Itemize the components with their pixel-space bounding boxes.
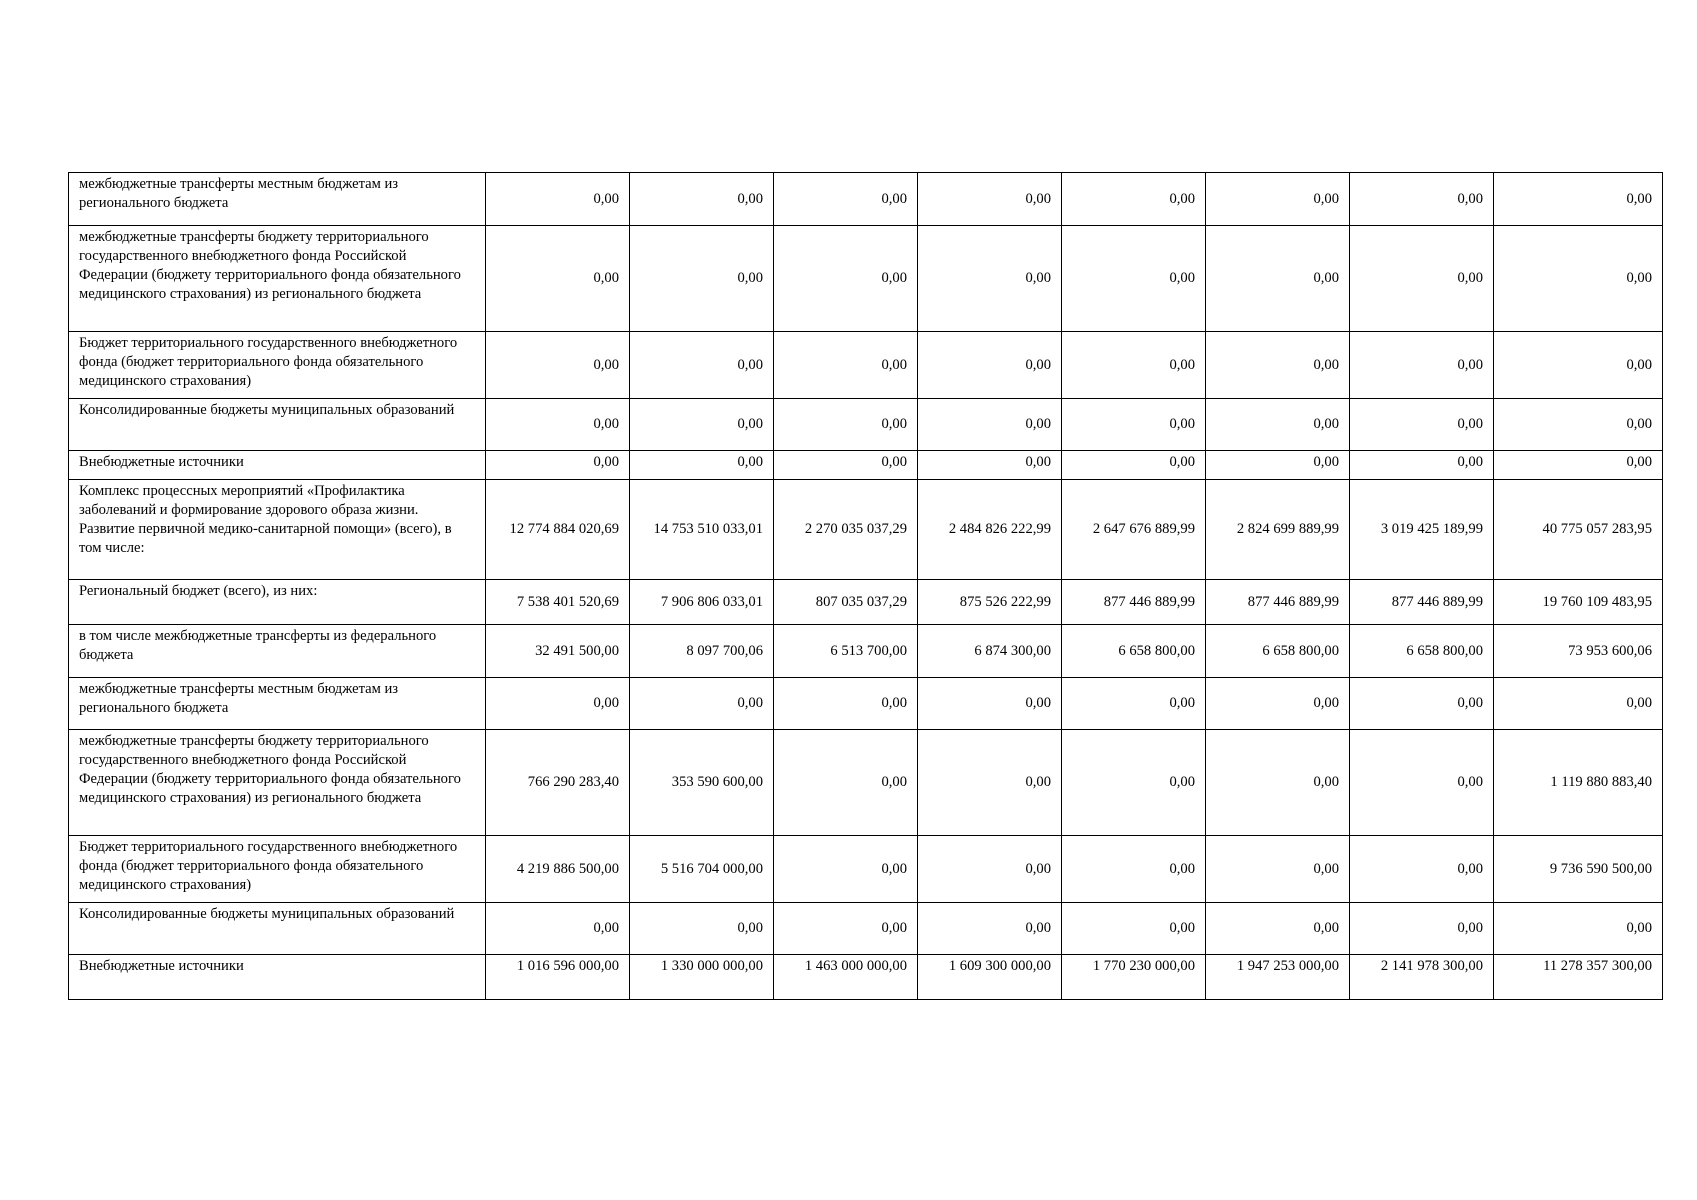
row-label: межбюджетные трансферты местным бюджетам из регионального бюджета xyxy=(69,678,486,730)
row-value: 0,00 xyxy=(1062,903,1206,955)
row-total-value: 40 775 057 283,95 xyxy=(1494,480,1663,580)
row-total-value: 0,00 xyxy=(1494,332,1663,399)
row-value: 2 824 699 889,99 xyxy=(1206,480,1350,580)
row-value: 0,00 xyxy=(1350,678,1494,730)
row-label: Бюджет территориального государственного внебюджетного фонда (бюджет территориального фонда обязательного медицинского страхования) xyxy=(69,836,486,903)
row-total-value: 0,00 xyxy=(1494,173,1663,226)
row-value: 0,00 xyxy=(1206,173,1350,226)
table-row xyxy=(69,625,1663,678)
row-value: 807 035 037,29 xyxy=(774,580,918,625)
row-value: 32 491 500,00 xyxy=(486,625,630,678)
row-value: 1 947 253 000,00 xyxy=(1206,955,1350,1000)
row-value: 6 658 800,00 xyxy=(1206,625,1350,678)
row-value: 0,00 xyxy=(1206,226,1350,332)
row-value: 7 538 401 520,69 xyxy=(486,580,630,625)
row-value: 0,00 xyxy=(774,332,918,399)
row-value: 875 526 222,99 xyxy=(918,580,1062,625)
table-row xyxy=(69,226,1663,332)
table-row xyxy=(69,332,1663,399)
row-value: 877 446 889,99 xyxy=(1206,580,1350,625)
row-label: межбюджетные трансферты бюджету территориального государственного внебюджетного фонда Российской Федерации (бюджету территориального фонда обязательного медицинского страхования) из регионального бюджета xyxy=(69,226,486,332)
row-value: 1 609 300 000,00 xyxy=(918,955,1062,1000)
table-row xyxy=(69,480,1663,580)
row-value: 2 484 826 222,99 xyxy=(918,480,1062,580)
row-value: 0,00 xyxy=(1350,226,1494,332)
row-value: 0,00 xyxy=(486,332,630,399)
row-label: в том числе межбюджетные трансферты из федерального бюджета xyxy=(69,625,486,678)
row-value: 0,00 xyxy=(486,173,630,226)
row-value: 0,00 xyxy=(1062,226,1206,332)
row-value: 4 219 886 500,00 xyxy=(486,836,630,903)
row-value: 1 016 596 000,00 xyxy=(486,955,630,1000)
row-value: 353 590 600,00 xyxy=(630,730,774,836)
row-value: 2 647 676 889,99 xyxy=(1062,480,1206,580)
row-value: 8 097 700,06 xyxy=(630,625,774,678)
row-value: 0,00 xyxy=(774,678,918,730)
row-value: 0,00 xyxy=(630,678,774,730)
row-value: 0,00 xyxy=(918,730,1062,836)
row-value: 0,00 xyxy=(486,226,630,332)
table-row xyxy=(69,955,1663,1000)
row-value: 0,00 xyxy=(1206,836,1350,903)
row-value: 0,00 xyxy=(630,451,774,480)
row-value: 6 658 800,00 xyxy=(1350,625,1494,678)
row-total-value: 9 736 590 500,00 xyxy=(1494,836,1663,903)
row-value: 0,00 xyxy=(630,226,774,332)
row-value: 0,00 xyxy=(1062,730,1206,836)
row-value: 0,00 xyxy=(630,903,774,955)
row-label: межбюджетные трансферты местным бюджетам из регионального бюджета xyxy=(69,173,486,226)
row-value: 0,00 xyxy=(918,173,1062,226)
row-value: 0,00 xyxy=(918,903,1062,955)
row-label: Консолидированные бюджеты муниципальных образований xyxy=(69,903,486,955)
row-value: 0,00 xyxy=(486,451,630,480)
row-value: 0,00 xyxy=(1206,678,1350,730)
row-total-value: 0,00 xyxy=(1494,226,1663,332)
table-row xyxy=(69,399,1663,451)
row-total-value: 0,00 xyxy=(1494,903,1663,955)
row-label: межбюджетные трансферты бюджету территориального государственного внебюджетного фонда Российской Федерации (бюджету территориального фонда обязательного медицинского страхования) из регионального бюджета xyxy=(69,730,486,836)
row-value: 0,00 xyxy=(918,678,1062,730)
row-value: 0,00 xyxy=(1350,399,1494,451)
row-value: 0,00 xyxy=(1062,399,1206,451)
table-row xyxy=(69,173,1663,226)
row-value: 7 906 806 033,01 xyxy=(630,580,774,625)
table-row xyxy=(69,730,1663,836)
row-value: 0,00 xyxy=(918,332,1062,399)
row-value: 0,00 xyxy=(1350,903,1494,955)
row-value: 0,00 xyxy=(630,399,774,451)
row-value: 0,00 xyxy=(486,903,630,955)
row-total-value: 19 760 109 483,95 xyxy=(1494,580,1663,625)
row-value: 0,00 xyxy=(1062,451,1206,480)
row-label: Региональный бюджет (всего), из них: xyxy=(69,580,486,625)
row-value: 766 290 283,40 xyxy=(486,730,630,836)
row-value: 0,00 xyxy=(918,836,1062,903)
table-row xyxy=(69,451,1663,480)
row-value: 0,00 xyxy=(1350,332,1494,399)
row-value: 0,00 xyxy=(774,226,918,332)
row-value: 0,00 xyxy=(918,451,1062,480)
row-value: 0,00 xyxy=(774,399,918,451)
row-value: 3 019 425 189,99 xyxy=(1350,480,1494,580)
row-label: Консолидированные бюджеты муниципальных образований xyxy=(69,399,486,451)
row-label: Бюджет территориального государственного внебюджетного фонда (бюджет территориального фонда обязательного медицинского страхования) xyxy=(69,332,486,399)
row-total-value: 0,00 xyxy=(1494,399,1663,451)
row-total-value: 11 278 357 300,00 xyxy=(1494,955,1663,1000)
row-value: 0,00 xyxy=(630,173,774,226)
row-value: 2 141 978 300,00 xyxy=(1350,955,1494,1000)
row-value: 6 874 300,00 xyxy=(918,625,1062,678)
row-value: 0,00 xyxy=(918,226,1062,332)
row-value: 0,00 xyxy=(1350,173,1494,226)
row-value: 1 463 000 000,00 xyxy=(774,955,918,1000)
row-value: 5 516 704 000,00 xyxy=(630,836,774,903)
row-label: Внебюджетные источники xyxy=(69,451,486,480)
row-value: 2 270 035 037,29 xyxy=(774,480,918,580)
row-value: 1 770 230 000,00 xyxy=(1062,955,1206,1000)
table-row xyxy=(69,580,1663,625)
table-row xyxy=(69,903,1663,955)
row-value: 0,00 xyxy=(1206,399,1350,451)
row-total-value: 0,00 xyxy=(1494,678,1663,730)
row-total-value: 73 953 600,06 xyxy=(1494,625,1663,678)
table-row xyxy=(69,678,1663,730)
row-value: 0,00 xyxy=(774,451,918,480)
row-value: 0,00 xyxy=(630,332,774,399)
row-value: 0,00 xyxy=(1062,332,1206,399)
row-label: Комплекс процессных мероприятий «Профилактика заболеваний и формирование здорового образа жизни. Развитие первичной медико-санитарной помощи» (всего), в том числе: xyxy=(69,480,486,580)
row-value: 0,00 xyxy=(918,399,1062,451)
table-row xyxy=(69,836,1663,903)
row-value: 1 330 000 000,00 xyxy=(630,955,774,1000)
row-value: 0,00 xyxy=(774,836,918,903)
row-value: 0,00 xyxy=(1350,836,1494,903)
row-total-value: 0,00 xyxy=(1494,451,1663,480)
row-value: 0,00 xyxy=(774,903,918,955)
row-value: 877 446 889,99 xyxy=(1350,580,1494,625)
row-value: 0,00 xyxy=(1062,173,1206,226)
row-value: 0,00 xyxy=(1062,678,1206,730)
budget-table xyxy=(68,172,1663,1000)
row-value: 0,00 xyxy=(1206,730,1350,836)
row-total-value: 1 119 880 883,40 xyxy=(1494,730,1663,836)
row-value: 0,00 xyxy=(1206,903,1350,955)
row-value: 14 753 510 033,01 xyxy=(630,480,774,580)
row-value: 0,00 xyxy=(1350,451,1494,480)
row-value: 0,00 xyxy=(774,173,918,226)
row-value: 0,00 xyxy=(1206,451,1350,480)
row-label: Внебюджетные источники xyxy=(69,955,486,1000)
row-value: 6 658 800,00 xyxy=(1062,625,1206,678)
row-value: 877 446 889,99 xyxy=(1062,580,1206,625)
row-value: 12 774 884 020,69 xyxy=(486,480,630,580)
row-value: 6 513 700,00 xyxy=(774,625,918,678)
row-value: 0,00 xyxy=(486,678,630,730)
row-value: 0,00 xyxy=(1062,836,1206,903)
row-value: 0,00 xyxy=(1206,332,1350,399)
budget-table-body xyxy=(69,173,1663,1000)
row-value: 0,00 xyxy=(486,399,630,451)
row-value: 0,00 xyxy=(1350,730,1494,836)
row-value: 0,00 xyxy=(774,730,918,836)
